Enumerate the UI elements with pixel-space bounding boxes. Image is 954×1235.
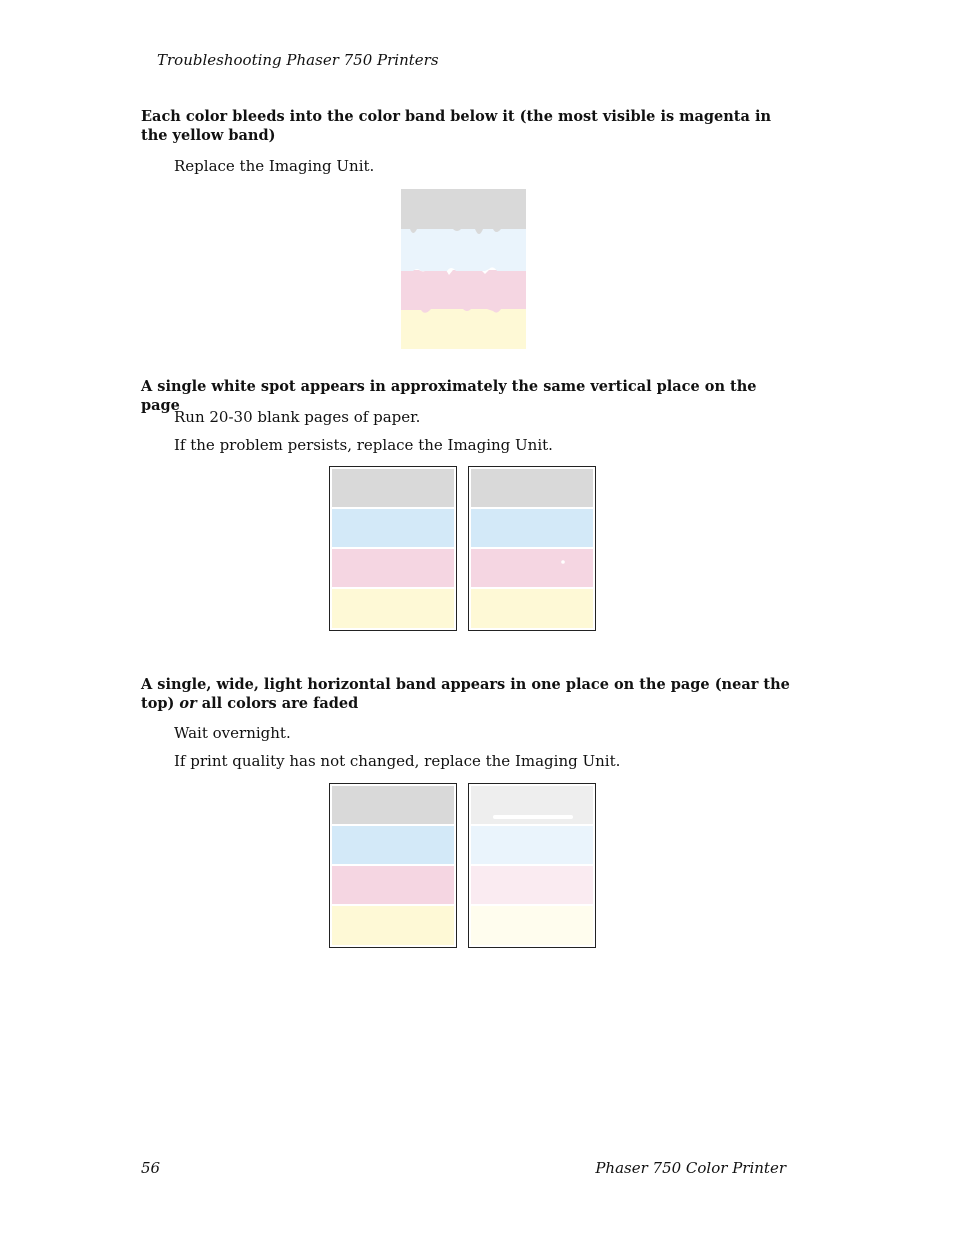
cyan-band	[332, 826, 454, 864]
cyan-band-bleeding	[401, 227, 526, 271]
magenta-band	[471, 549, 593, 587]
normal-page-illustration-2	[329, 783, 457, 948]
yellow-band	[332, 906, 454, 945]
section-3-heading: A single, wide, light horizontal band appears in one place on the page (near the top) or all colors are faded	[141, 676, 790, 712]
yellow-band	[401, 307, 526, 349]
gray-band	[332, 469, 454, 507]
white-spot-page-illustration	[468, 466, 596, 631]
yellow-band-faded	[471, 906, 593, 945]
section-3-step-1: Wait overnight.	[174, 724, 291, 742]
running-header: Troubleshooting Phaser 750 Printers	[157, 51, 439, 69]
section-2-step-2: If the problem persists, replace the Imaging Unit.	[174, 436, 553, 454]
yellow-band	[471, 589, 593, 628]
magenta-band-faded	[471, 866, 593, 904]
normal-page-illustration	[329, 466, 457, 631]
light-horizontal-band	[493, 815, 573, 819]
faded-page-illustration	[468, 783, 596, 948]
section-2-heading: A single white spot appears in approximately the same vertical place on the page	[141, 378, 757, 414]
page-number: 56	[141, 1159, 161, 1177]
magenta-band	[332, 866, 454, 904]
bleeding-colors-illustration	[401, 189, 526, 350]
cyan-band	[332, 509, 454, 547]
section-1-step-1: Replace the Imaging Unit.	[174, 157, 375, 175]
gray-band	[471, 469, 593, 507]
magenta-band	[332, 549, 454, 587]
section-3-step-2: If print quality has not changed, replace the Imaging Unit.	[174, 752, 621, 770]
section-2-step-1: Run 20-30 blank pages of paper.	[174, 408, 421, 426]
gray-band-bleeding	[401, 189, 526, 234]
footer-product-name: Phaser 750 Color Printer	[595, 1159, 786, 1177]
section-1-heading: Each color bleeds into the color band below it (the most visible is magenta in the yellow band)	[141, 108, 771, 144]
cyan-band-faded	[471, 826, 593, 864]
cyan-band	[471, 509, 593, 547]
magenta-band-bleeding	[401, 270, 526, 313]
white-spot	[561, 560, 565, 564]
gray-band	[332, 786, 454, 824]
yellow-band	[332, 589, 454, 628]
